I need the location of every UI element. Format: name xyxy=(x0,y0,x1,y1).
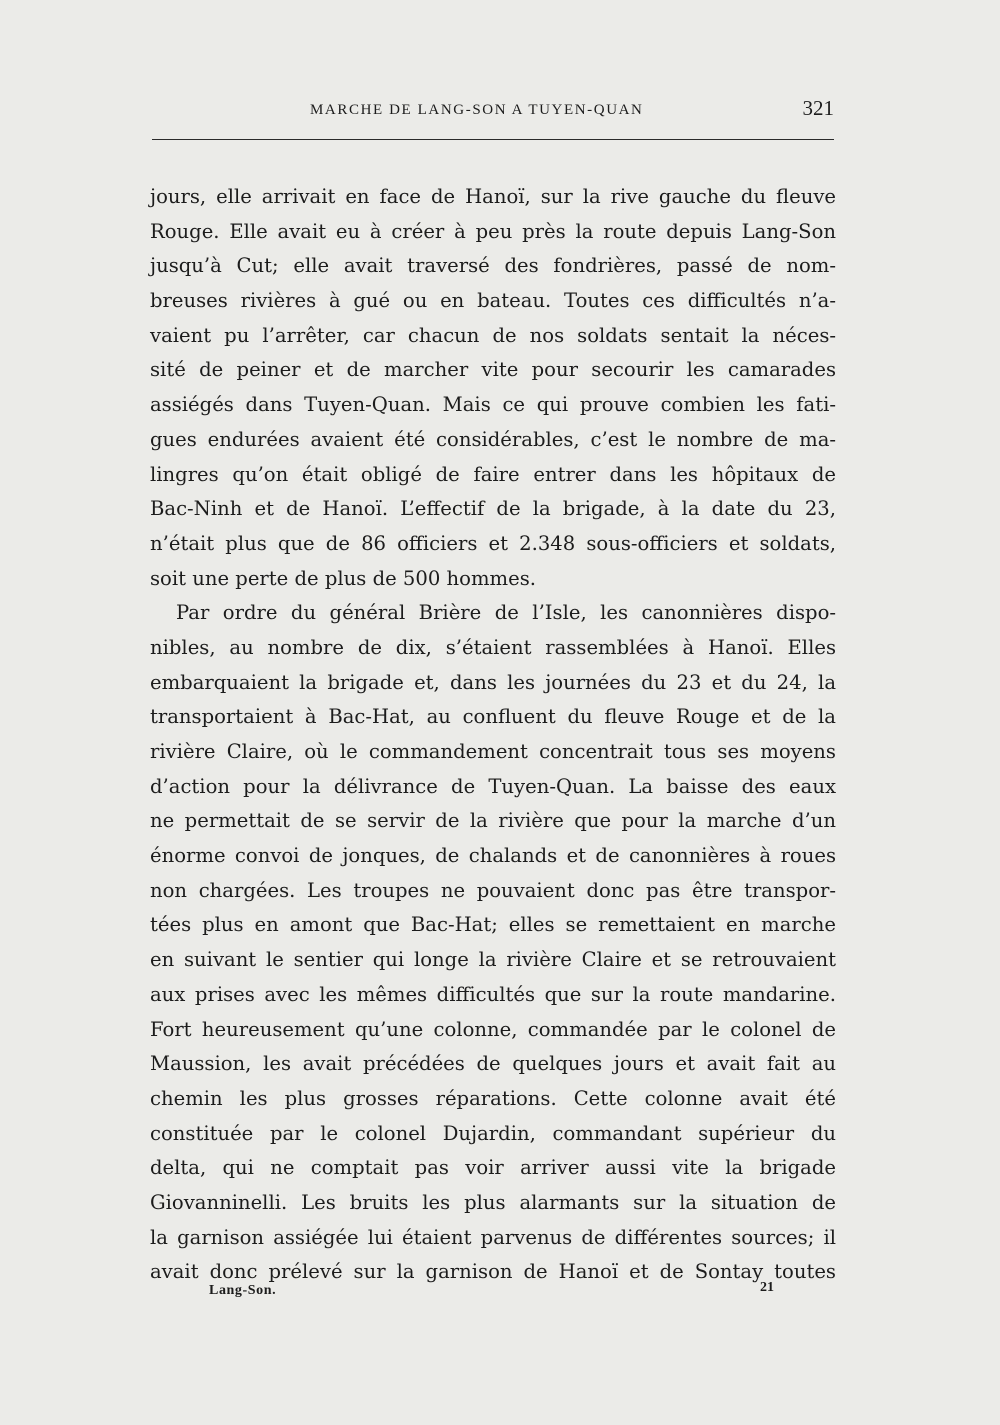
text-line: la garnison assiégée lui étaient parvenus de différentes sources; il xyxy=(150,1225,836,1249)
text-line: énorme convoi de jonques, de chalands et de canonnières à roues xyxy=(150,844,836,868)
text-line: vaient pu l’arrêter, car chacun de nos soldats sentait la néces- xyxy=(150,323,836,347)
text-line: constituée par le colonel Dujardin, commandant supérieur du xyxy=(150,1121,836,1145)
text-line: non chargées. Les troupes ne pouvaient donc pas être transpor- xyxy=(150,878,836,902)
text-line: Maussion, les avait précédées de quelques jours et avait fait au xyxy=(150,1052,836,1076)
text-line: chemin les plus grosses réparations. Cette colonne avait été xyxy=(150,1086,836,1110)
signature-mark: Lang-Son. xyxy=(209,1283,277,1298)
text-line: gues endurées avaient été considérables, c’est le nombre de ma- xyxy=(150,427,836,451)
running-head xyxy=(150,96,834,126)
text-line: aux prises avec les mêmes difficultés que sur la route mandarine. xyxy=(150,982,836,1006)
paragraph-start-line: Par ordre du général Brière de l’Isle, les canonnières dispo- xyxy=(176,601,836,625)
page-number: 321 xyxy=(802,96,834,120)
running-title: MARCHE DE LANG-SON A TUYEN-QUAN xyxy=(310,102,644,118)
text-line: delta, qui ne comptait pas voir arriver aussi vite la brigade xyxy=(150,1156,836,1180)
text-line: jours, elle arrivait en face de Hanoï, sur la rive gauche du fleuve xyxy=(150,185,836,208)
gathering-number: 21 xyxy=(760,1280,774,1295)
paragraph-end-line: soit une perte de plus de 500 hommes. xyxy=(150,566,537,590)
text-line: ne permettait de se servir de la rivière que pour la marche d’un xyxy=(150,809,836,833)
text-line: Giovanninelli. Les bruits les plus alarmants sur la situation de xyxy=(150,1190,836,1214)
text-line: nibles, au nombre de dix, s’étaient rassemblées à Hanoï. Elles xyxy=(150,635,836,659)
text-line: n’était plus que de 86 officiers et 2.348 sous-officiers et soldats, xyxy=(150,531,836,555)
text-line: transportaient à Bac-Hat, au confluent du fleuve Rouge et de la xyxy=(150,705,836,729)
text-line: Bac-Ninh et de Hanoï. L’effectif de la brigade, à la date du 23, xyxy=(150,497,836,521)
text-line: Rouge. Elle avait eu à créer à peu près la route depuis Lang-Son xyxy=(150,219,836,243)
text-line: jusqu’à Cut; elle avait traversé des fondrières, passé de nom- xyxy=(150,254,836,278)
text-line: assiégés dans Tuyen-Quan. Mais ce qui prouve combien les fati- xyxy=(150,393,836,417)
header-rule xyxy=(152,139,834,140)
text-line: Fort heureusement qu’une colonne, commandée par le colonel de xyxy=(150,1017,836,1041)
text-line: tées plus en amont que Bac-Hat; elles se remettaient en marche xyxy=(150,913,836,937)
body-text xyxy=(150,180,836,1290)
text-line: avait donc prélevé sur la garnison de Hanoï et de Sontay toutes xyxy=(150,1260,836,1284)
text-line: sité de peiner et de marcher vite pour secourir les camarades xyxy=(150,358,836,382)
text-line: d’action pour la délivrance de Tuyen-Quan. La baisse des eaux xyxy=(150,774,836,798)
text-line: rivière Claire, où le commandement concentrait tous ses moyens xyxy=(150,740,836,763)
text-line: en suivant le sentier qui longe la rivière Claire et se retrouvaient xyxy=(150,948,836,972)
text-line: breuses rivières à gué ou en bateau. Toutes ces difficultés n’a- xyxy=(150,289,836,313)
text-line: embarquaient la brigade et, dans les journées du 23 et du 24, la xyxy=(150,670,836,694)
text-line: lingres qu’on était obligé de faire entrer dans les hôpitaux de xyxy=(150,462,836,486)
